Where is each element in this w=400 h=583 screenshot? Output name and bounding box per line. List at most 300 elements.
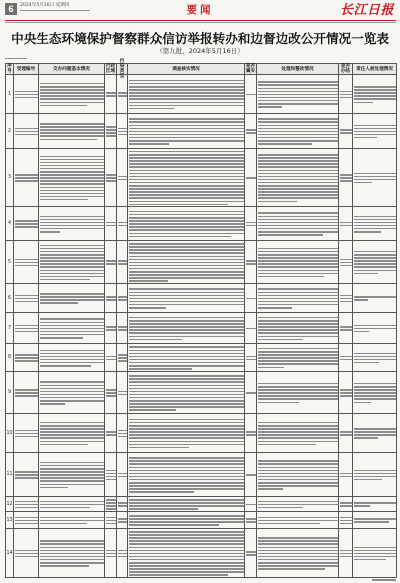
table-cell (256, 206, 338, 240)
illegible-text-line (354, 559, 386, 561)
illegible-text-line (129, 320, 244, 322)
illegible-text-line (354, 296, 396, 298)
illegible-text-line (129, 274, 244, 276)
illegible-text-line (40, 523, 87, 525)
illegible-text-line (354, 222, 396, 224)
illegible-text-line (246, 328, 256, 330)
illegible-text-line (246, 521, 256, 523)
illegible-text-line (258, 431, 338, 433)
table-cell (256, 343, 338, 371)
illegible-text-line (246, 260, 256, 262)
row-number: 14 (6, 550, 13, 556)
illegible-text-line (129, 176, 244, 178)
illegible-text-line (40, 123, 104, 125)
illegible-text-line (340, 295, 352, 297)
illegible-text-line (340, 222, 352, 224)
illegible-text-line (129, 524, 219, 526)
illegible-text-line (340, 94, 352, 96)
illegible-text-line (354, 216, 396, 218)
illegible-text-line (258, 367, 284, 369)
table-cell (352, 413, 396, 452)
illegible-text-line (129, 553, 244, 555)
illegible-text-line (246, 298, 256, 300)
illegible-text-line (15, 295, 38, 297)
illegible-text-line (258, 131, 338, 133)
illegible-text-line (15, 325, 38, 327)
illegible-text-line (15, 477, 38, 479)
section-name: 要闻 (186, 4, 214, 16)
illegible-text-line (40, 279, 90, 281)
illegible-text-line (40, 562, 104, 564)
illegible-text-line (40, 248, 104, 250)
illegible-text-line (129, 108, 174, 110)
illegible-text-line (40, 394, 104, 396)
illegible-text-line (129, 467, 244, 469)
illegible-text-line (129, 166, 244, 168)
illegible-text-line (129, 125, 244, 127)
illegible-text-line (129, 375, 244, 377)
illegible-text-line (258, 437, 338, 439)
illegible-text-line (354, 228, 396, 230)
row-number: 2 (7, 128, 12, 134)
illegible-text-line (246, 359, 256, 361)
illegible-text-line (15, 517, 38, 519)
table-cell (38, 528, 104, 577)
illegible-text-line (340, 523, 352, 525)
table-row (5, 283, 396, 312)
illegible-text-line (340, 359, 352, 361)
illegible-text-line (40, 177, 104, 179)
table-cell (38, 312, 104, 343)
illegible-text-line (129, 571, 244, 573)
illegible-text-line (354, 95, 396, 97)
illegible-text-line (106, 505, 116, 507)
illegible-text-line (40, 397, 104, 399)
table-cell (338, 113, 352, 148)
illegible-text-line (40, 543, 104, 545)
illegible-text-line (118, 95, 127, 97)
illegible-text-line (258, 97, 338, 99)
table-cell (256, 511, 338, 528)
table-cell (13, 528, 38, 577)
table-cell (38, 240, 104, 283)
illegible-text-line (129, 437, 244, 439)
illegible-text-line (40, 391, 104, 393)
illegible-text-line (129, 485, 244, 487)
illegible-text-line (129, 518, 244, 520)
illegible-text-line (129, 298, 244, 300)
table-header-cell: 交办问题基本情况 (38, 63, 104, 74)
illegible-text-line (15, 553, 38, 555)
row-number-cell (5, 74, 13, 113)
illegible-text-line (129, 362, 244, 364)
illegible-text-line (15, 174, 38, 176)
illegible-text-line (118, 134, 127, 136)
illegible-text-line (258, 363, 338, 365)
illegible-text-line (129, 185, 244, 187)
illegible-text-line (129, 170, 244, 172)
illegible-text-line (258, 507, 303, 509)
publication-date: 2024年5月16日 星期四 (20, 2, 70, 8)
illegible-text-line (40, 381, 104, 383)
illegible-text-line (40, 299, 104, 301)
illegible-text-line (258, 467, 338, 469)
illegible-text-line (15, 504, 38, 506)
row-number-cell (5, 148, 13, 206)
illegible-text-line (129, 329, 244, 331)
illegible-text-line (40, 359, 104, 361)
illegible-text-line (118, 521, 127, 523)
illegible-text-line (40, 225, 104, 227)
illegible-text-line (354, 102, 373, 104)
illegible-text-line (258, 118, 338, 120)
table-row (5, 343, 396, 371)
illegible-text-line (118, 225, 127, 227)
illegible-text-line (40, 276, 104, 278)
illegible-text-line (129, 444, 244, 446)
illegible-text-line (118, 473, 127, 475)
row-number: 6 (7, 295, 12, 301)
illegible-text-line (129, 160, 244, 162)
table-cell (352, 496, 396, 511)
illegible-text-line (106, 126, 116, 128)
illegible-text-line (258, 137, 338, 139)
table-cell (104, 528, 116, 577)
illegible-text-line (258, 270, 338, 272)
page-number-badge: 6 (5, 3, 17, 15)
illegible-text-line (106, 517, 116, 519)
table-cell (244, 206, 256, 240)
illegible-text-line (258, 143, 312, 145)
table-cell (244, 528, 256, 577)
illegible-text-line (354, 89, 396, 91)
illegible-text-line (258, 473, 338, 475)
table-header-cell: 处理和整改情况 (256, 63, 338, 74)
illegible-text-line (129, 295, 244, 297)
illegible-text-line (129, 95, 244, 97)
illegible-text-line (354, 547, 396, 549)
illegible-text-line (106, 434, 116, 436)
illegible-text-line (40, 171, 104, 173)
illegible-text-line (118, 430, 127, 432)
illegible-text-line (40, 365, 91, 367)
illegible-text-line (258, 234, 323, 236)
table-header-cell: 是否办结 (338, 63, 352, 74)
row-number: 7 (7, 325, 12, 331)
table-cell (244, 74, 256, 113)
illegible-text-line (40, 337, 83, 339)
illegible-text-line (118, 502, 127, 504)
illegible-text-line (106, 508, 116, 510)
illegible-text-line (118, 179, 127, 181)
illegible-text-line (258, 537, 338, 539)
illegible-text-line (258, 360, 338, 362)
illegible-text-line (40, 507, 90, 509)
illegible-text-line (354, 299, 368, 301)
illegible-text-line (118, 394, 127, 396)
table-cell (13, 343, 38, 371)
illegible-text-line (15, 177, 38, 179)
illegible-text-line (15, 259, 38, 261)
illegible-text-line (258, 182, 338, 184)
illegible-text-line (15, 501, 38, 503)
illegible-text-line (258, 301, 338, 303)
illegible-text-line (258, 559, 338, 561)
illegible-text-line (106, 553, 116, 555)
illegible-text-line (15, 507, 38, 509)
illegible-text-line (129, 482, 244, 484)
illegible-text-line (40, 487, 68, 489)
illegible-text-line (246, 225, 256, 227)
illegible-text-line (258, 276, 324, 278)
illegible-text-line (354, 389, 396, 391)
illegible-text-line (40, 231, 60, 233)
illegible-text-line (354, 219, 396, 221)
illegible-text-line (354, 260, 396, 262)
illegible-text-line (258, 307, 292, 309)
row-number: 8 (7, 355, 12, 360)
table-cell (352, 511, 396, 528)
illegible-text-line (40, 465, 104, 467)
illegible-text-line (15, 94, 38, 96)
illegible-text-line (354, 353, 396, 355)
table-cell (104, 371, 116, 413)
illegible-text-line (354, 470, 396, 472)
illegible-text-line (106, 479, 116, 481)
illegible-text-line (129, 236, 230, 238)
illegible-text-line (40, 219, 104, 221)
illegible-text-line (15, 354, 38, 356)
illegible-text-line (40, 403, 65, 405)
table-cell (338, 511, 352, 528)
table-cell (338, 496, 352, 511)
illegible-text-line (246, 518, 256, 520)
illegible-text-line (129, 562, 244, 564)
illegible-text-line (15, 520, 38, 522)
illegible-text-line (15, 357, 38, 359)
table-cell (352, 74, 396, 113)
row-number-cell (5, 528, 13, 577)
illegible-text-line (340, 262, 352, 264)
illegible-text-line (129, 268, 244, 270)
illegible-text-line (129, 540, 244, 542)
illegible-text-line (129, 292, 244, 294)
table-cell (338, 240, 352, 283)
illegible-text-line (40, 135, 104, 137)
illegible-text-line (258, 470, 338, 472)
illegible-text-line (258, 157, 338, 159)
illegible-text-line (258, 185, 338, 187)
illegible-text-line (129, 323, 244, 325)
illegible-text-line (258, 386, 338, 388)
table-cell (116, 148, 127, 206)
illegible-text-line (340, 502, 352, 504)
table-cell (13, 113, 38, 148)
table-cell (338, 74, 352, 113)
illegible-text-line (354, 270, 396, 272)
table-cell (352, 148, 396, 206)
illegible-text-line (40, 559, 104, 561)
illegible-text-line (40, 228, 104, 230)
illegible-text-line (129, 397, 244, 399)
illegible-text-line (40, 325, 104, 327)
illegible-text-line (129, 378, 244, 380)
illegible-text-line (129, 137, 244, 139)
table-cell (256, 413, 338, 452)
illegible-text-line (354, 231, 381, 233)
illegible-text-line (129, 128, 244, 130)
illegible-text-line (129, 280, 168, 282)
illegible-text-line (258, 317, 338, 319)
illegible-text-line (354, 257, 396, 259)
illegible-text-line (258, 88, 338, 90)
illegible-text-line (129, 488, 244, 490)
illegible-text-line (40, 296, 104, 298)
illegible-text-line (258, 201, 297, 203)
illegible-text-line (258, 332, 338, 334)
illegible-text-line (129, 508, 198, 510)
illegible-text-line (129, 499, 244, 501)
illegible-text-line (354, 86, 396, 88)
table-header-cell: 序号 (5, 63, 13, 74)
table-cell (127, 113, 244, 148)
illegible-text-line (129, 194, 244, 196)
table-cell (116, 206, 127, 240)
illegible-text-line (354, 359, 396, 361)
illegible-text-line (246, 551, 256, 553)
illegible-text-line (106, 359, 116, 361)
illegible-text-line (354, 176, 396, 178)
illegible-text-line (258, 134, 338, 136)
illegible-text-line (258, 248, 338, 250)
data-table (5, 59, 397, 578)
table-cell (256, 312, 338, 343)
illegible-text-line (15, 395, 38, 397)
table-cell (116, 113, 127, 148)
illegible-text-line (354, 553, 396, 555)
illegible-text-line (340, 556, 352, 558)
illegible-text-line (40, 126, 104, 128)
masthead-rule-thin (5, 22, 396, 23)
illegible-text-line (354, 356, 396, 358)
illegible-text-line (40, 441, 104, 443)
table-cell (127, 528, 244, 577)
illegible-text-line (129, 98, 244, 100)
illegible-text-line (118, 391, 127, 393)
table-cell (352, 371, 396, 413)
illegible-text-line (40, 328, 104, 330)
illegible-text-line (340, 132, 352, 134)
illegible-text-line (354, 362, 379, 364)
illegible-text-line (106, 329, 116, 331)
illegible-text-line (258, 228, 338, 230)
row-number-cell (5, 511, 13, 528)
illegible-text-line (129, 92, 244, 94)
illegible-text-line (258, 197, 338, 199)
illegible-text-line (15, 328, 38, 330)
table-cell (338, 452, 352, 496)
illegible-text-line (40, 437, 104, 439)
table-cell (127, 206, 244, 240)
illegible-text-line (258, 354, 338, 356)
illegible-text-line (354, 476, 396, 478)
illegible-text-line (118, 357, 127, 359)
illegible-text-line (129, 121, 244, 123)
table-cell (244, 452, 256, 496)
illegible-text-line (106, 260, 116, 262)
illegible-text-line (40, 95, 104, 97)
row-number-cell (5, 240, 13, 283)
illegible-text-line (258, 543, 338, 545)
table-cell (104, 452, 116, 496)
illegible-text-line (129, 197, 244, 199)
table-cell (352, 113, 396, 148)
illegible-text-line (40, 159, 104, 161)
table-cell (13, 371, 38, 413)
illegible-text-line (129, 359, 244, 361)
illegible-text-line (118, 556, 127, 558)
table-cell (116, 312, 127, 343)
illegible-text-line (129, 428, 244, 430)
table-cell (256, 371, 338, 413)
illegible-text-line (354, 131, 396, 133)
illegible-text-line (354, 434, 396, 436)
illegible-text-line (129, 223, 244, 225)
table-cell (256, 148, 338, 206)
illegible-text-line (40, 273, 104, 275)
table-header-row (5, 59, 396, 79)
illegible-text-line (129, 179, 244, 181)
table-cell (13, 312, 38, 343)
row-number: 1 (7, 91, 12, 97)
illegible-text-line (258, 339, 303, 341)
illegible-text-line (258, 562, 338, 564)
row-number-cell (5, 452, 13, 496)
illegible-text-line (258, 292, 338, 294)
illegible-text-line (129, 229, 244, 231)
table-cell (116, 528, 127, 577)
illegible-text-line (40, 556, 104, 558)
illegible-text-line (40, 550, 104, 552)
illegible-text-line (15, 180, 38, 182)
illegible-text-line (354, 550, 396, 552)
table-cell (352, 312, 396, 343)
illegible-text-line (258, 444, 316, 446)
table-cell (338, 413, 352, 452)
illegible-text-line (40, 254, 104, 256)
illegible-text-line (106, 502, 116, 504)
illegible-text-line (340, 476, 352, 478)
illegible-text-line (129, 339, 182, 341)
illegible-text-line (246, 554, 256, 556)
illegible-text-line (258, 501, 338, 503)
table-cell (127, 74, 244, 113)
illegible-text-line (129, 391, 244, 393)
illegible-text-line (258, 568, 325, 570)
illegible-text-line (129, 217, 244, 219)
illegible-text-line (258, 398, 338, 400)
illegible-text-line (129, 307, 165, 309)
illegible-text-line (40, 422, 104, 424)
table-cell (13, 148, 38, 206)
illegible-text-line (258, 517, 338, 519)
illegible-text-line (258, 422, 338, 424)
illegible-text-line (40, 165, 104, 167)
table-cell (244, 283, 256, 312)
illegible-text-line (258, 402, 299, 404)
illegible-text-line (106, 392, 116, 394)
illegible-text-line (129, 431, 244, 433)
